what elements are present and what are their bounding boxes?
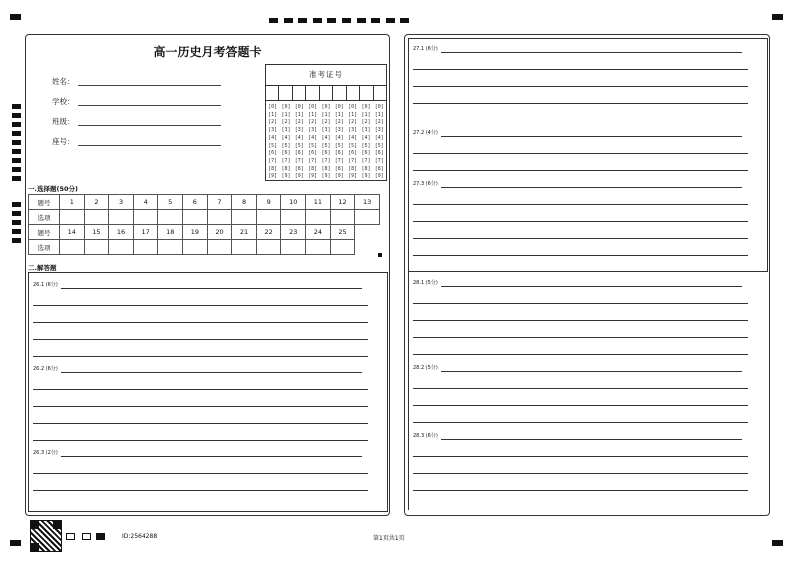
digit-bubble[interactable]: [2]: [294, 119, 304, 126]
answer-line[interactable]: [413, 86, 748, 87]
class-label: 班级：: [52, 117, 75, 126]
digit-bubble[interactable]: [1]: [321, 111, 331, 118]
corner-mark-br: [772, 540, 783, 546]
option-cell[interactable]: [60, 240, 85, 255]
digit-bubble[interactable]: [1]: [268, 111, 278, 118]
timing-mark: [12, 167, 21, 172]
digit-bubble[interactable]: [0]: [348, 104, 358, 110]
answer-line[interactable]: [413, 170, 748, 171]
question-number: 21: [232, 225, 257, 240]
answer-box-28[interactable]: [408, 272, 767, 510]
section1-title: 一.选择题(50分): [28, 185, 78, 193]
name-field[interactable]: [52, 76, 75, 87]
digit-bubble[interactable]: [5]: [308, 142, 318, 149]
answer-line[interactable]: [61, 456, 362, 457]
digit-bubble[interactable]: [4]: [374, 134, 384, 141]
digit-bubble[interactable]: [4]: [268, 134, 278, 141]
digit-bubble[interactable]: [7]: [361, 157, 371, 164]
answer-line[interactable]: [33, 356, 368, 357]
exam-number-column[interactable]: [333, 101, 346, 181]
answer-line[interactable]: [61, 372, 362, 373]
digit-bubble[interactable]: [5]: [281, 142, 291, 149]
digit-bubble[interactable]: [5]: [348, 142, 358, 149]
empty-cell: [355, 240, 380, 255]
digit-bubble[interactable]: [0]: [321, 104, 331, 110]
digit-bubble[interactable]: [5]: [361, 142, 371, 149]
question-number: 12: [330, 195, 355, 210]
timing-mark: [12, 229, 21, 234]
question-number: 10: [281, 195, 306, 210]
exam-number-write-row[interactable]: [266, 86, 386, 101]
digit-bubble[interactable]: [9]: [281, 173, 291, 180]
answer-line[interactable]: [413, 255, 748, 256]
question-number: 20: [207, 225, 232, 240]
digit-bubble[interactable]: [1]: [361, 111, 371, 118]
digit-bubble[interactable]: [3]: [361, 127, 371, 134]
digit-bubble[interactable]: [6]: [334, 150, 344, 157]
exam-number-title: 准考证号: [266, 65, 386, 86]
seat-field[interactable]: [52, 136, 75, 147]
answer-line[interactable]: [413, 153, 748, 154]
school-label: 学校：: [52, 97, 75, 106]
digit-bubble[interactable]: [8]: [348, 165, 358, 172]
filled-mark: [96, 533, 105, 540]
option-cell[interactable]: [306, 210, 331, 225]
digit-bubble[interactable]: [7]: [281, 157, 291, 164]
digit-bubble[interactable]: [4]: [361, 134, 371, 141]
question-label: 27.1 (6分): [413, 46, 438, 52]
digit-bubble[interactable]: [0]: [334, 104, 344, 110]
timing-mark: [12, 202, 21, 207]
row-label: 题号: [29, 195, 60, 210]
timing-mark: [12, 158, 21, 163]
question-number: 8: [232, 195, 257, 210]
timing-mark: [12, 238, 21, 243]
digit-bubble[interactable]: [7]: [308, 157, 318, 164]
question-number: 14: [60, 225, 85, 240]
digit-bubble[interactable]: [7]: [348, 157, 358, 164]
option-cell[interactable]: [207, 240, 232, 255]
box-mark-1: [66, 533, 75, 540]
digit-bubble[interactable]: [2]: [374, 119, 384, 126]
digit-bubble[interactable]: [5]: [268, 142, 278, 149]
option-cell[interactable]: [133, 240, 158, 255]
digit-bubble[interactable]: [6]: [308, 150, 318, 157]
option-cell[interactable]: [109, 210, 134, 225]
option-cell[interactable]: [158, 210, 183, 225]
exam-number-column[interactable]: [359, 101, 372, 181]
question-number: 7: [207, 195, 232, 210]
card-id: ID:2564288: [122, 533, 158, 540]
question-number: 17: [133, 225, 158, 240]
qr-code: [30, 520, 62, 552]
digit-bubble[interactable]: [6]: [321, 150, 331, 157]
option-cell[interactable]: [232, 210, 257, 225]
answer-line[interactable]: [33, 406, 368, 407]
answer-box-26[interactable]: [28, 272, 388, 512]
digit-bubble[interactable]: [8]: [321, 165, 331, 172]
digit-bubble[interactable]: [2]: [308, 119, 318, 126]
question-number: 1: [60, 195, 85, 210]
timing-mark: [371, 18, 380, 23]
option-cell[interactable]: [330, 240, 355, 255]
corner-mark-bl: [10, 540, 21, 546]
digit-bubble[interactable]: [2]: [268, 119, 278, 126]
exam-number-column[interactable]: [319, 101, 332, 181]
section2-title: 二.解答题: [28, 264, 57, 272]
timing-mark: [12, 140, 21, 145]
answer-box-27[interactable]: [408, 38, 768, 272]
digit-bubble[interactable]: [6]: [294, 150, 304, 157]
question-number: 15: [84, 225, 109, 240]
digit-bubble[interactable]: [9]: [334, 173, 344, 180]
option-cell[interactable]: [84, 210, 109, 225]
digit-bubble[interactable]: [6]: [374, 150, 384, 157]
timing-mark: [386, 18, 395, 23]
option-cell[interactable]: [306, 240, 331, 255]
digit-bubble[interactable]: [1]: [334, 111, 344, 118]
answer-line[interactable]: [413, 337, 748, 338]
seat-label: 座号：: [52, 137, 75, 146]
question-number: 19: [183, 225, 208, 240]
digit-bubble[interactable]: [3]: [294, 127, 304, 134]
exam-number-column[interactable]: [306, 101, 319, 181]
empty-cell: [355, 225, 380, 240]
digit-bubble[interactable]: [2]: [348, 119, 358, 126]
option-cell[interactable]: [133, 210, 158, 225]
option-cell[interactable]: [207, 210, 232, 225]
question-number: 13: [355, 195, 380, 210]
table-corner-mark: [378, 253, 382, 257]
question-label: 27.3 (6分): [413, 181, 438, 187]
question-number: 6: [183, 195, 208, 210]
digit-bubble[interactable]: [4]: [294, 134, 304, 141]
answer-line[interactable]: [413, 320, 748, 321]
digit-bubble[interactable]: [2]: [334, 119, 344, 126]
question-number: 24: [306, 225, 331, 240]
answer-line[interactable]: [413, 303, 748, 304]
timing-mark: [12, 113, 21, 118]
digit-bubble[interactable]: [6]: [281, 150, 291, 157]
answer-line[interactable]: [413, 473, 748, 474]
answer-line[interactable]: [413, 221, 748, 222]
digit-bubble[interactable]: [3]: [374, 127, 384, 134]
digit-bubble[interactable]: [2]: [361, 119, 371, 126]
option-cell[interactable]: [109, 240, 134, 255]
digit-bubble[interactable]: [7]: [294, 157, 304, 164]
option-cell[interactable]: [183, 210, 208, 225]
digit-bubble[interactable]: [3]: [321, 127, 331, 134]
digit-bubble[interactable]: [7]: [321, 157, 331, 164]
corner-mark-tr: [772, 14, 783, 20]
timing-mark: [12, 220, 21, 225]
question-number: 11: [306, 195, 331, 210]
timing-mark: [284, 18, 293, 23]
answer-line[interactable]: [441, 286, 742, 287]
digit-bubble[interactable]: [2]: [281, 119, 291, 126]
digit-bubble[interactable]: [3]: [348, 127, 358, 134]
question-number: 3: [109, 195, 134, 210]
answer-line[interactable]: [33, 490, 368, 491]
answer-line[interactable]: [413, 103, 748, 104]
answer-line[interactable]: [413, 422, 748, 423]
answer-line[interactable]: [413, 456, 748, 457]
digit-bubble[interactable]: [9]: [374, 173, 384, 180]
digit-bubble[interactable]: [5]: [294, 142, 304, 149]
question-number: 9: [256, 195, 281, 210]
question-label: 28.2 (5分): [413, 365, 438, 371]
answer-line[interactable]: [33, 389, 368, 390]
question-number: 23: [281, 225, 306, 240]
digit-bubble[interactable]: [9]: [268, 173, 278, 180]
question-number: 16: [109, 225, 134, 240]
question-label: 28.3 (6分): [413, 433, 438, 439]
digit-bubble[interactable]: [9]: [321, 173, 331, 180]
option-cell[interactable]: [281, 240, 306, 255]
digit-bubble[interactable]: [3]: [308, 127, 318, 134]
answer-line[interactable]: [33, 440, 368, 441]
timing-mark: [298, 18, 307, 23]
school-field[interactable]: [52, 96, 75, 107]
digit-bubble[interactable]: [5]: [374, 142, 384, 149]
digit-bubble[interactable]: [8]: [308, 165, 318, 172]
timing-mark: [313, 18, 322, 23]
digit-bubble[interactable]: [9]: [308, 173, 318, 180]
answer-line[interactable]: [441, 136, 742, 137]
option-cell[interactable]: [355, 210, 380, 225]
name-label: 姓名：: [52, 77, 75, 86]
digit-bubble[interactable]: [0]: [294, 104, 304, 110]
answer-line[interactable]: [33, 423, 368, 424]
digit-bubble[interactable]: [8]: [334, 165, 344, 172]
question-number: 4: [133, 195, 158, 210]
digit-bubble[interactable]: [7]: [374, 157, 384, 164]
digit-bubble[interactable]: [3]: [281, 127, 291, 134]
timing-mark: [269, 18, 278, 23]
page-number: 第1页共1页: [373, 535, 405, 542]
digit-bubble[interactable]: [9]: [361, 173, 371, 180]
option-cell[interactable]: [60, 210, 85, 225]
option-cell[interactable]: [158, 240, 183, 255]
digit-bubble[interactable]: [4]: [281, 134, 291, 141]
timing-mark: [12, 211, 21, 216]
question-number: 2: [84, 195, 109, 210]
timing-mark: [357, 18, 366, 23]
class-field[interactable]: [52, 116, 75, 127]
question-number: 22: [256, 225, 281, 240]
option-cell[interactable]: [281, 210, 306, 225]
box-mark-2: [82, 533, 91, 540]
answer-line[interactable]: [441, 52, 742, 53]
answer-line[interactable]: [441, 439, 742, 440]
digit-bubble[interactable]: [8]: [281, 165, 291, 172]
option-cell[interactable]: [256, 240, 281, 255]
digit-bubble[interactable]: [0]: [361, 104, 371, 110]
exam-number-box: [265, 64, 387, 181]
digit-bubble[interactable]: [8]: [374, 165, 384, 172]
digit-bubble[interactable]: [4]: [308, 134, 318, 141]
question-label: 26.1 (6分): [33, 282, 58, 288]
digit-bubble[interactable]: [5]: [321, 142, 331, 149]
timing-mark: [400, 18, 409, 23]
digit-bubble[interactable]: [2]: [321, 119, 331, 126]
digit-bubble[interactable]: [4]: [348, 134, 358, 141]
question-number: 25: [330, 225, 355, 240]
timing-mark: [12, 176, 21, 181]
digit-bubble[interactable]: [1]: [308, 111, 318, 118]
question-label: 27.2 (4分): [413, 130, 438, 136]
answer-line[interactable]: [413, 388, 748, 389]
question-label: 26.3 (2分): [33, 450, 58, 456]
exam-number-column[interactable]: [293, 101, 306, 181]
exam-number-column[interactable]: [373, 101, 386, 181]
digit-bubble[interactable]: [1]: [348, 111, 358, 118]
answer-line[interactable]: [413, 354, 748, 355]
corner-mark-tl: [10, 14, 21, 20]
answer-line[interactable]: [413, 490, 748, 491]
answer-line[interactable]: [61, 288, 362, 289]
timing-mark: [12, 131, 21, 136]
digit-bubble[interactable]: [5]: [334, 142, 344, 149]
digit-bubble[interactable]: [1]: [294, 111, 304, 118]
digit-bubble[interactable]: [3]: [334, 127, 344, 134]
timing-mark: [12, 122, 21, 127]
exam-number-bubbles[interactable]: [266, 101, 386, 181]
digit-bubble[interactable]: [9]: [348, 173, 358, 180]
card-title: 高一历史月考答题卡: [153, 45, 262, 59]
answer-line[interactable]: [33, 339, 368, 340]
digit-bubble[interactable]: [6]: [348, 150, 358, 157]
timing-mark: [327, 18, 336, 23]
digit-bubble[interactable]: [4]: [334, 134, 344, 141]
option-label: 选项: [29, 240, 60, 255]
digit-bubble[interactable]: [8]: [268, 165, 278, 172]
timing-mark: [12, 149, 21, 154]
answer-line[interactable]: [413, 238, 748, 239]
choice-table[interactable]: [28, 194, 380, 255]
digit-bubble[interactable]: [0]: [281, 104, 291, 110]
digit-bubble[interactable]: [6]: [268, 150, 278, 157]
exam-number-column[interactable]: [346, 101, 359, 181]
digit-bubble[interactable]: [0]: [308, 104, 318, 110]
answer-line[interactable]: [33, 473, 368, 474]
timing-mark: [12, 104, 21, 109]
timing-mark: [342, 18, 351, 23]
answer-line[interactable]: [413, 204, 748, 205]
option-cell[interactable]: [232, 240, 257, 255]
digit-bubble[interactable]: [6]: [361, 150, 371, 157]
question-label: 26.2 (6分): [33, 366, 58, 372]
answer-line[interactable]: [413, 405, 748, 406]
digit-bubble[interactable]: [1]: [281, 111, 291, 118]
digit-bubble[interactable]: [8]: [294, 165, 304, 172]
digit-bubble[interactable]: [0]: [268, 104, 278, 110]
exam-number-column[interactable]: [266, 101, 279, 181]
digit-bubble[interactable]: [9]: [294, 173, 304, 180]
option-cell[interactable]: [84, 240, 109, 255]
question-number: 18: [158, 225, 183, 240]
option-cell[interactable]: [256, 210, 281, 225]
option-cell[interactable]: [330, 210, 355, 225]
option-cell[interactable]: [183, 240, 208, 255]
digit-bubble[interactable]: [7]: [268, 157, 278, 164]
answer-line[interactable]: [441, 371, 742, 372]
answer-line[interactable]: [413, 69, 748, 70]
question-number: 5: [158, 195, 183, 210]
digit-bubble[interactable]: [3]: [268, 127, 278, 134]
digit-bubble[interactable]: [0]: [374, 104, 384, 110]
answer-line[interactable]: [441, 187, 742, 188]
answer-line[interactable]: [33, 305, 368, 306]
digit-bubble[interactable]: [4]: [321, 134, 331, 141]
row-label: 题号: [29, 225, 60, 240]
digit-bubble[interactable]: [1]: [374, 111, 384, 118]
answer-line[interactable]: [33, 322, 368, 323]
digit-bubble[interactable]: [7]: [334, 157, 344, 164]
exam-number-column[interactable]: [279, 101, 292, 181]
digit-bubble[interactable]: [8]: [361, 165, 371, 172]
question-label: 28.1 (5分): [413, 280, 438, 286]
option-label: 选项: [29, 210, 60, 225]
